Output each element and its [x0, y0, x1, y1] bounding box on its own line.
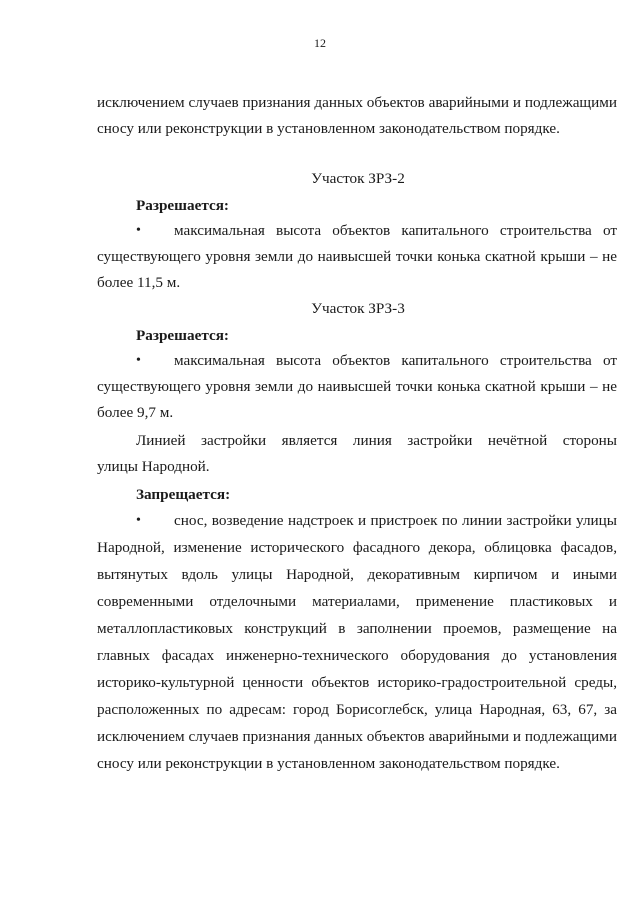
paragraph-line: снос, возведение надстроек и пристроек по линии застройки улицы	[174, 512, 617, 529]
paragraph-line: максимальная высота объектов капитального строительства от	[174, 352, 617, 369]
page-number: 12	[314, 36, 326, 50]
section-heading-zrz2: Участок ЗРЗ-2	[311, 170, 405, 187]
paragraph-line: существующего уровня земли до наивысшей точки конька скатной крыши – не	[97, 378, 617, 395]
paragraph-line: сносу или реконструкции в установленном законодательством порядке.	[97, 755, 560, 772]
allowed-label: Разрешается:	[136, 327, 229, 344]
section-heading-zrz3: Участок ЗРЗ-3	[311, 300, 405, 317]
paragraph-line: исключением случаев признания данных объектов аварийными и подлежащими	[97, 94, 617, 111]
bullet-marker: •	[136, 353, 141, 368]
allowed-label: Разрешается:	[136, 197, 229, 214]
paragraph-line: более 11,5 м.	[97, 274, 181, 291]
bullet-marker: •	[136, 223, 141, 238]
paragraph-line: сносу или реконструкции в установленном законодательством порядке.	[97, 120, 560, 137]
paragraph-line: современными отделочными материалами, применение пластиковых и	[97, 593, 617, 610]
paragraph-line: максимальная высота объектов капитального строительства от	[174, 222, 617, 239]
paragraph-line: Народной, изменение исторического фасадного декора, облицовка фасадов,	[97, 539, 617, 556]
forbidden-label: Запрещается:	[136, 486, 231, 503]
paragraph-line: историко-культурной ценности объектов историко-градостроительной среды,	[97, 674, 617, 691]
paragraph-line: металлопластиковых конструкций в заполнении проемов, размещение на	[97, 620, 617, 637]
paragraph-line: главных фасадах инженерно-технического оборудования до установления	[97, 647, 617, 664]
paragraph-line: существующего уровня земли до наивысшей точки конька скатной крыши – не	[97, 248, 617, 265]
paragraph-line: вытянутых вдоль улицы Народной, декоративным кирпичом и иными	[97, 566, 617, 583]
paragraph-line: расположенных по адресам: город Борисоглебск, улица Народная, 63, 67, за	[97, 701, 617, 718]
paragraph-line: исключением случаев признания данных объектов аварийными и подлежащими	[97, 728, 617, 745]
paragraph-line: Линией застройки является линия застройки нечётной стороны	[136, 432, 617, 449]
bullet-marker: •	[136, 513, 141, 528]
paragraph-line: более 9,7 м.	[97, 404, 174, 421]
paragraph-line: улицы Народной.	[97, 458, 210, 475]
